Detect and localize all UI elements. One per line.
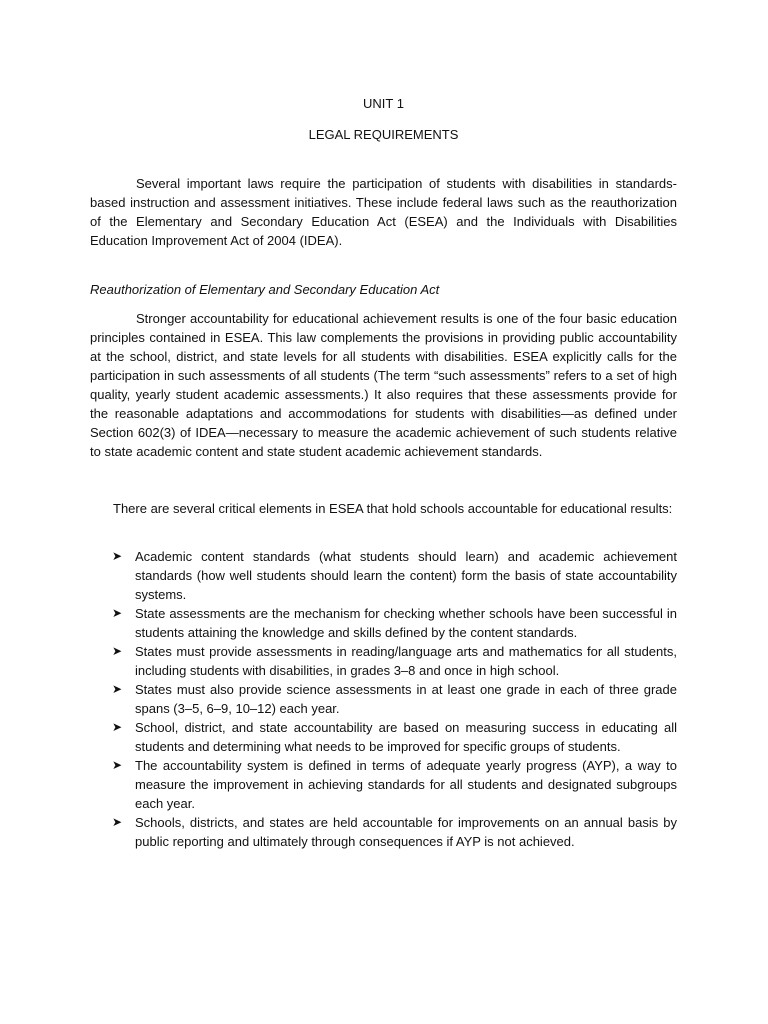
list-item — [112, 547, 677, 604]
arrow-bullet-icon: ➤ — [112, 720, 123, 734]
list-item-text: Schools, districts, and states are held accountable for improvements on an annual basis by public reporting and ultimately through consequences if AYP is not achieved. — [135, 815, 677, 849]
arrow-bullet-icon: ➤ — [112, 815, 123, 829]
critical-elements-paragraph: There are several critical elements in ESEA that hold schools accountable for educational results: — [113, 501, 673, 516]
unit-title: UNIT 1 — [363, 96, 404, 111]
esea-paragraph: Stronger accountability for educational achievement results is one of the four basic education principles contained in ESEA. This law complements the provisions in providing public accountability at the school, district, and state levels for all students with disabilities. ESEA explicitly calls for the participation in such assessments of all students (The term “such assessments” refers to a set of high quality, yearly student academic assessments.) It also requires that these assessments provide for the reasonable adaptations and accommodations for students with disabilities—as defined under Section 602(3) of IDEA—necessary to measure the academic achievement of such students relative to state academic content and state student academic achievement standards. — [90, 311, 677, 459]
arrow-bullet-icon: ➤ — [112, 549, 123, 563]
section-title: LEGAL REQUIREMENTS — [308, 127, 459, 142]
list-item-text: States must provide assessments in reading/language arts and mathematics for all students, including students with disabilities, in grades 3–8 and once in high school. — [135, 644, 677, 678]
list-item-text: The accountability system is defined in terms of adequate yearly progress (AYP), a way to measure the improvement in achieving standards for all students and designated subgroups each year. — [135, 758, 677, 811]
list-item — [112, 813, 677, 851]
subheading: Reauthorization of Elementary and Secondary Education Act — [90, 282, 440, 297]
list-item — [112, 680, 677, 718]
list-item-text: State assessments are the mechanism for checking whether schools have been successful in students attaining the knowledge and skills defined by the content standards. — [135, 606, 677, 640]
list-item — [112, 604, 677, 642]
list-item-text: Academic content standards (what students should learn) and academic achievement standards (how well students should learn the content) form the basis of state accountability systems. — [135, 549, 677, 602]
arrow-bullet-icon: ➤ — [112, 758, 123, 772]
arrow-bullet-icon: ➤ — [112, 682, 123, 696]
list-item — [112, 756, 677, 813]
critical-elements-list — [112, 547, 677, 851]
list-item-text: School, district, and state accountability are based on measuring success in educating all students and determining what needs to be improved for specific groups of students. — [135, 720, 677, 754]
list-item-text: States must also provide science assessments in at least one grade in each of three grade spans (3–5, 6–9, 10–12) each year. — [135, 682, 677, 716]
list-item — [112, 718, 677, 756]
list-item — [112, 642, 677, 680]
arrow-bullet-icon: ➤ — [112, 644, 123, 658]
intro-paragraph: Several important laws require the participation of students with disabilities in standards-based instruction and assessment initiatives. These include federal laws such as the reauthorization of the Elementary and Secondary Education Act (ESEA) and the Individuals with Disabilities Education Improvement Act of 2004 (IDEA). — [90, 176, 677, 248]
arrow-bullet-icon: ➤ — [112, 606, 123, 620]
